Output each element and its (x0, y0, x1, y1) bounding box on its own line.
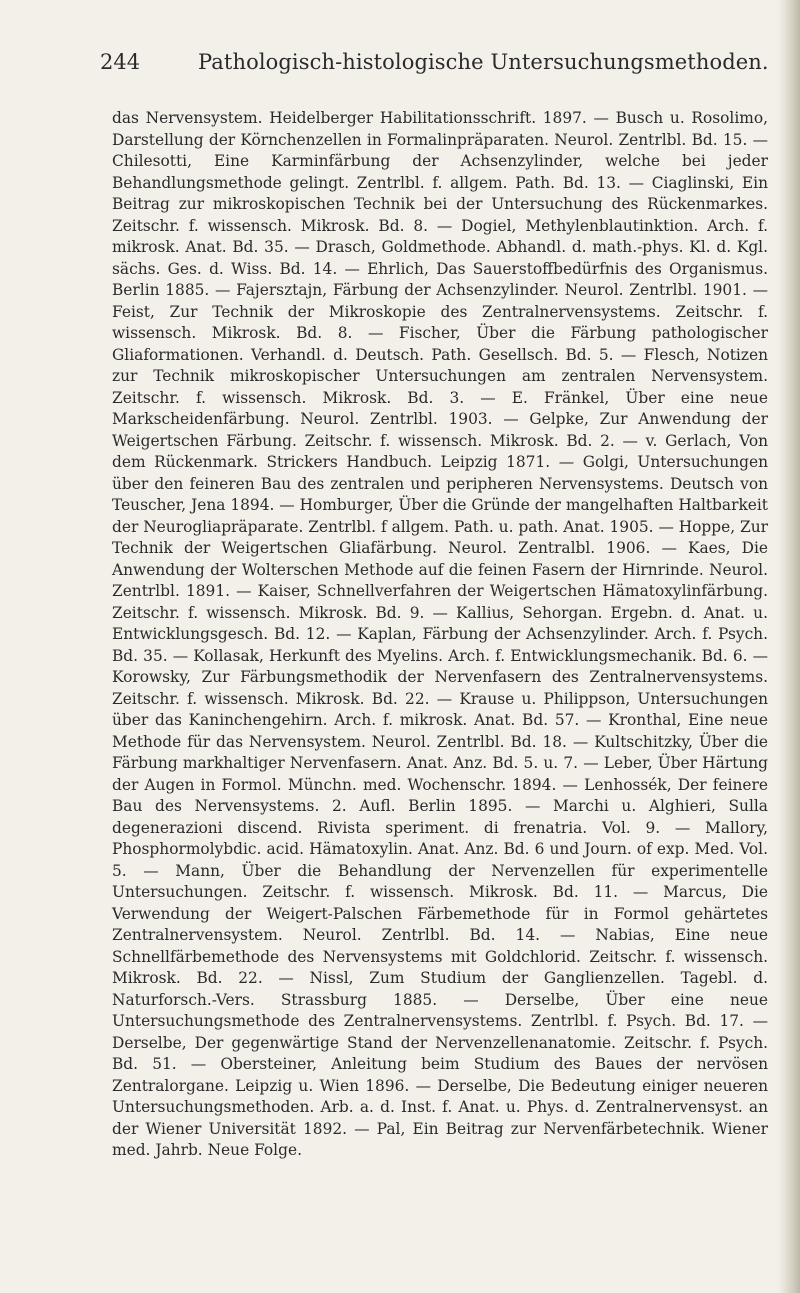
running-title: Pathologisch-histologische Untersuchungsmethoden. (198, 50, 769, 74)
bibliography-paragraph: das Nervensystem. Heidelberger Habilitationsschrift. 1897. — Busch u. Rosolimo, Darstellung der Körnchenzellen in Formalinpräparaten. Neurol. Zentrlbl. Bd. 15. — Chilesotti, Eine Karminfärbung der Achsenzylinder, welche bei jeder Behandlungsmethode gelingt. Zentrlbl. f. allgem. Path. Bd. 13. — Ciaglinski, Ein Beitrag zur mikroskopischen Technik bei der Untersuchung des Rückenmarkes. Zeitschr. f. wissensch. Mikrosk. Bd. 8. — Dogiel, Methylenblautinktion. Arch. f. mikrosk. Anat. Bd. 35. — Drasch, Goldmethode. Abhandl. d. math.-phys. Kl. d. Kgl. sächs. Ges. d. Wiss. Bd. 14. — Ehrlich, Das Sauerstoffbedürfnis des Organismus. Berlin 1885. — Fajersztajn, Färbung der Achsenzylinder. Neurol. Zentrlbl. 1901. — Feist, Zur Technik der Mikroskopie des Zentralnervensystems. Zeitschr. f. wissensch. Mikrosk. Bd. 8. — Fischer, Über die Färbung pathologischer Gliaformationen. Verhandl. d. Deutsch. Path. Gesellsch. Bd. 5. — Flesch, Notizen zur Technik mikroskopischer Untersuchungen am zentralen Nervensystem. Zeitschr. f. wissensch. Mikrosk. Bd. 3. — E. Fränkel, Über eine neue Markscheidenfärbung. Neurol. Zentrlbl. 1903. — Gelpke, Zur Anwendung der Weigertschen Färbung. Zeitschr. f. wissensch. Mikrosk. Bd. 2. — v. Gerlach, Von dem Rückenmark. Strickers Handbuch. Leipzig 1871. — Golgi, Untersuchungen über den feineren Bau des zentralen und peripheren Nervensystems. Deutsch von Teuscher, Jena 1894. — Homburger, Über die Gründe der mangelhaften Haltbarkeit der Neurogliapräparate. Zentrlbl. f allgem. Path. u. path. Anat. 1905. — Hoppe, Zur Technik der Weigertschen Gliafärbung. Neurol. Zentralbl. 1906. — Kaes, Die Anwendung der Wolterschen Methode auf die feinen Fasern der Hirnrinde. Neurol. Zentrlbl. 1891. — Kaiser, Schnellverfahren der Weigertschen Hämatoxylinfärbung. Zeitschr. f. wissensch. Mikrosk. Bd. 9. — Kallius, Sehorgan. Ergebn. d. Anat. u. Entwicklungsgesch. Bd. 12. — Kaplan, Färbung der Achsenzylinder. Arch. f. Psych. Bd. 35. — Kollasak, Herkunft des Myelins. Arch. f. Entwicklungsmechanik. Bd. 6. — Korowsky, Zur Färbungsmethodik der Nervenfasern des Zentralnervensystems. Zeitschr. f. wissensch. Mikrosk. Bd. 22. — Krause u. Philippson, Untersuchungen über das Kaninchengehirn. Arch. f. mikrosk. Anat. Bd. 57. — Kronthal, Eine neue Methode für das Nervensystem. Neurol. Zentrlbl. Bd. 18. — Kultschitzky, Über die Färbung markhaltiger Nervenfasern. Anat. Anz. Bd. 5. u. 7. — Leber, Über Härtung der Augen in Formol. Münchn. med. Wochenschr. 1894. — Lenhossék, Der feinere Bau des Nervensystems. 2. Aufl. Berlin 1895. — Marchi u. Alghieri, Sulla degenerazioni discend. Rivista speriment. di frenatria. Vol. 9. — Mallory, Phosphormolybdic. acid. Hämatoxylin. Anat. Anz. Bd. 6 und Journ. of exp. Med. Vol. 5. — Mann, Über die Behandlung der Nervenzellen für experimentelle Untersuchungen. Zeitschr. f. wissensch. Mikrosk. Bd. 11. — Marcus, Die Verwendung der Weigert-Palschen Färbemethode für in Formol gehärtetes Zentralnervensystem. Neurol. Zentrlbl. Bd. 14. — Nabias, Eine neue Schnellfärbemethode des Nervensystems mit Goldchlorid. Zeitschr. f. wissensch. Mikrosk. Bd. 22. — Nissl, Zum Studium der Ganglienzellen. Tagebl. d. Naturforsch.-Vers. Strassburg 1885. — Derselbe, Über eine neue Untersuchungsmethode des Zentralnervensystems. Zentrlbl. f. Psych. Bd. 17. — Derselbe, Der gegenwärtige Stand der Nervenzellenanatomie. Zeitschr. f. Psych. Bd. 51. — Obersteiner, Anleitung beim Studium des Baues der nervösen Zentralorgane. Leipzig u. Wien 1896. — Derselbe, Die Bedeutung einiger neueren Untersuchungsmethoden. Arb. a. d. Inst. f. Anat. u. Phys. d. Zentralnervensyst. an der Wiener Universität 1892. — Pal, Ein Beitrag zur Nervenfärbetechnik. Wiener med. Jahrb. Neue Folge. (112, 109, 768, 1159)
page-edge-shadow (778, 0, 800, 1293)
page-number: 244 (100, 50, 141, 74)
page-header (100, 46, 770, 78)
